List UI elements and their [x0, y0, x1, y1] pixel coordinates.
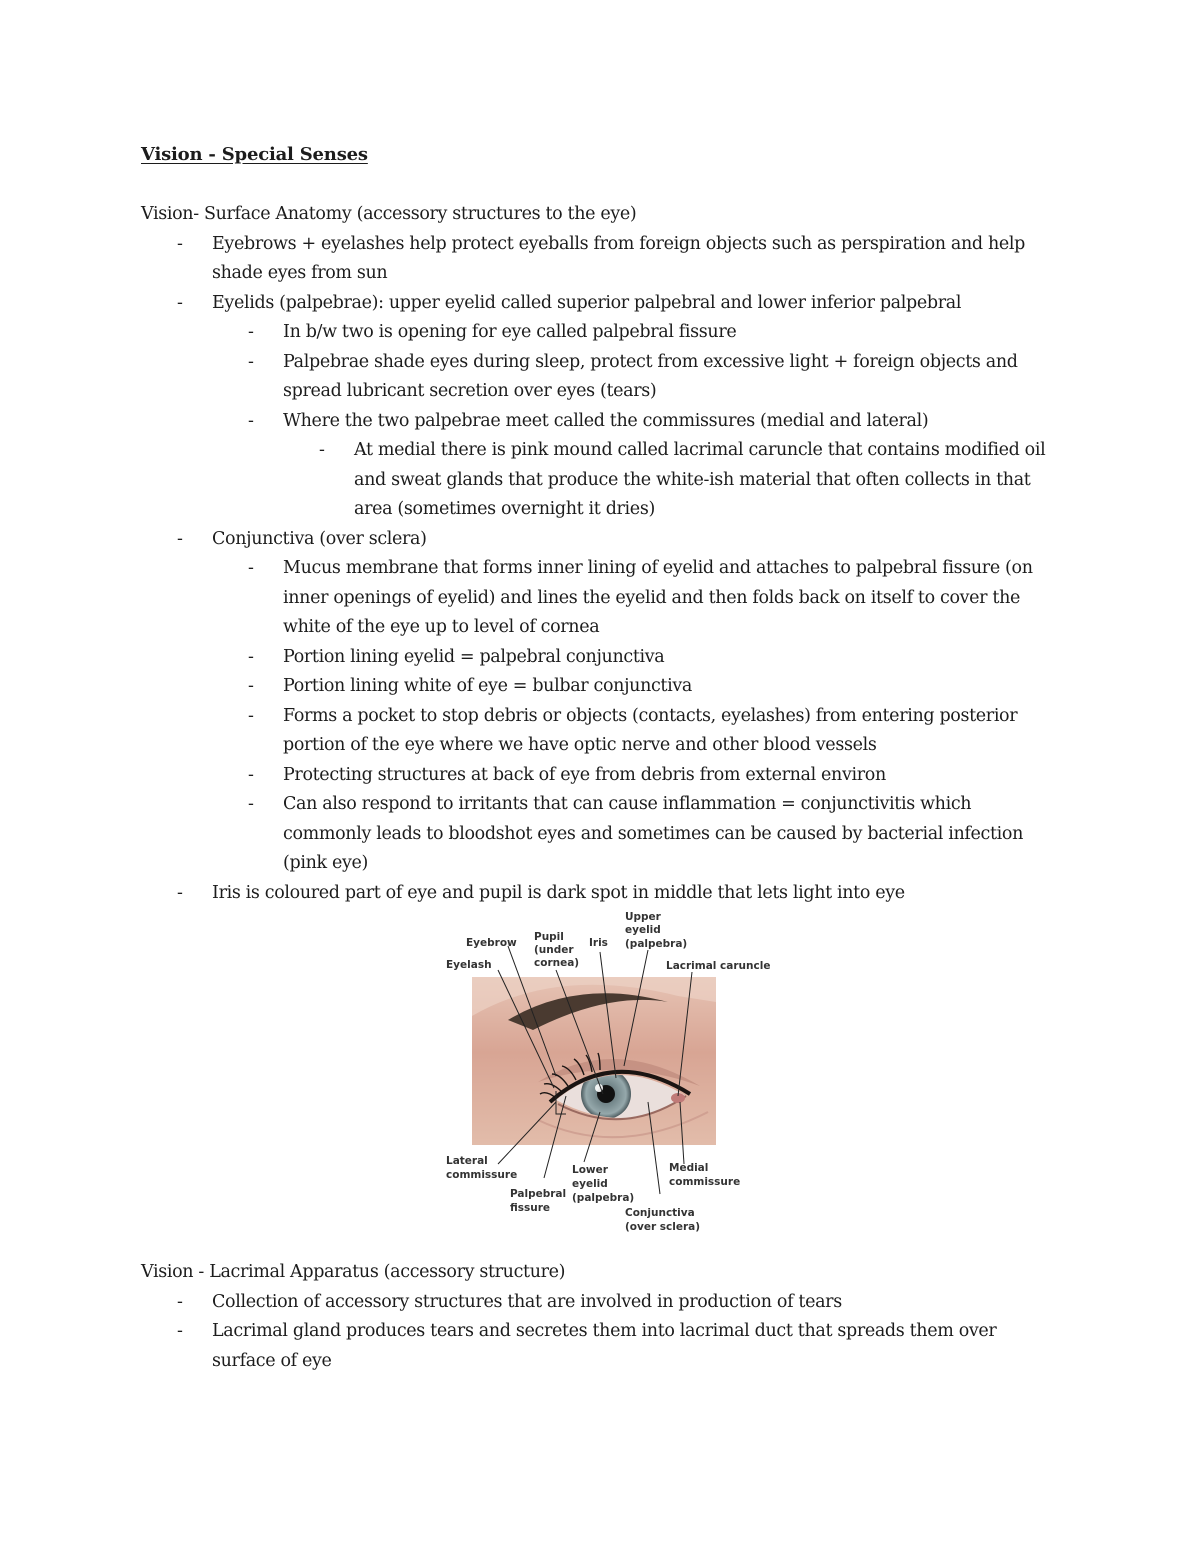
label-medial-commissure-2: commissure — [669, 1176, 741, 1188]
list-item: - At medial there is pink mound called lacrimal caruncle that contains modified oil and sweat glands that produce the white-ish material that often collects in that area (sometimes overnight it dries) — [283, 436, 1061, 525]
label-lower-eyelid-2: eyelid — [572, 1178, 608, 1190]
sub-bullet-list — [212, 554, 1061, 879]
list-item: - Can also respond to irritants that can cause inflammation = conjunctivitis which commonly leads to bloodshot eyes and sometimes can be caused by bacterial infection (pink eye) — [212, 790, 1061, 879]
list-item-text: Where the two palpebrae meet called the commissures (medial and lateral) — [283, 410, 929, 431]
label-lacrimal-caruncle: Lacrimal caruncle — [666, 960, 771, 972]
section-surface-anatomy — [141, 200, 1061, 908]
label-upper-eyelid-3: (palpebra) — [625, 938, 688, 950]
label-medial-commissure-1: Medial — [669, 1162, 709, 1174]
list-item — [141, 525, 1061, 879]
list-item: - Mucus membrane that forms inner lining of eyelid and attaches to palpebral fissure (on inner openings of eyelid) and lines the eyelid and then folds back on itself to cover the white of the eye up to level of cornea — [212, 554, 1061, 643]
label-conjunctiva-1: Conjunctiva — [625, 1207, 695, 1219]
label-upper-eyelid-2: eyelid — [625, 924, 661, 936]
label-upper-eyelid-1: Upper — [625, 911, 661, 923]
section-lacrimal-apparatus — [141, 1258, 1061, 1376]
sub-bullet-list — [212, 318, 1061, 525]
label-eyelash: Eyelash — [446, 959, 492, 971]
list-item: - Protecting structures at back of eye from debris from external environ — [212, 761, 1061, 791]
list-item: - Collection of accessory structures that are involved in production of tears — [141, 1288, 1061, 1318]
label-lower-eyelid-1: Lower — [572, 1164, 608, 1176]
list-item — [141, 289, 1061, 525]
label-pupil-2: (under — [534, 944, 574, 956]
label-lower-eyelid-3: (palpebra) — [572, 1192, 635, 1204]
list-item: - Portion lining eyelid = palpebral conjunctiva — [212, 643, 1061, 673]
list-item: - Forms a pocket to stop debris or objects (contacts, eyelashes) from entering posterior portion of the eye where we have optic nerve and other blood vessels — [212, 702, 1061, 761]
list-item: - Palpebrae shade eyes during sleep, protect from excessive light + foreign objects and spread lubricant secretion over eyes (tears) — [212, 348, 1061, 407]
label-pupil-3: cornea) — [534, 957, 580, 969]
list-item-text: Eyelids (palpebrae): upper eyelid called superior palpebral and lower inferior palpebral — [212, 292, 962, 313]
label-palpebral-fissure-2: fissure — [510, 1202, 551, 1214]
section-heading: Vision- Surface Anatomy (accessory structures to the eye) — [141, 204, 637, 224]
bullet-list — [141, 1288, 1061, 1377]
label-pupil-1: Pupil — [534, 931, 564, 943]
bullet-list — [141, 230, 1061, 909]
sub-sub-bullet-list — [283, 436, 1061, 525]
eye-anatomy-figure — [438, 906, 778, 1240]
list-item: - Iris is coloured part of eye and pupil is dark spot in middle that lets light into eye — [141, 879, 1061, 909]
eye-photo — [472, 977, 716, 1145]
label-lateral-commissure-2: commissure — [446, 1169, 518, 1181]
list-item: - Eyebrows + eyelashes help protect eyeballs from foreign objects such as perspiration and help shade eyes from sun — [141, 230, 1061, 289]
label-iris: Iris — [589, 937, 608, 949]
list-item: - In b/w two is opening for eye called palpebral fissure — [212, 318, 1061, 348]
list-item — [212, 407, 1061, 525]
label-eyebrow: Eyebrow — [466, 937, 517, 949]
list-item: - Lacrimal gland produces tears and secretes them into lacrimal duct that spreads them over surface of eye — [141, 1317, 1061, 1376]
section-heading: Vision - Lacrimal Apparatus (accessory structure) — [141, 1262, 566, 1282]
list-item: - Portion lining white of eye = bulbar conjunctiva — [212, 672, 1061, 702]
document-title: Vision - Special Senses — [141, 144, 368, 165]
label-conjunctiva-2: (over sclera) — [625, 1221, 701, 1233]
list-item-text: Conjunctiva (over sclera) — [212, 528, 427, 549]
label-palpebral-fissure-1: Palpebral — [510, 1188, 567, 1200]
label-lateral-commissure-1: Lateral — [446, 1155, 488, 1167]
